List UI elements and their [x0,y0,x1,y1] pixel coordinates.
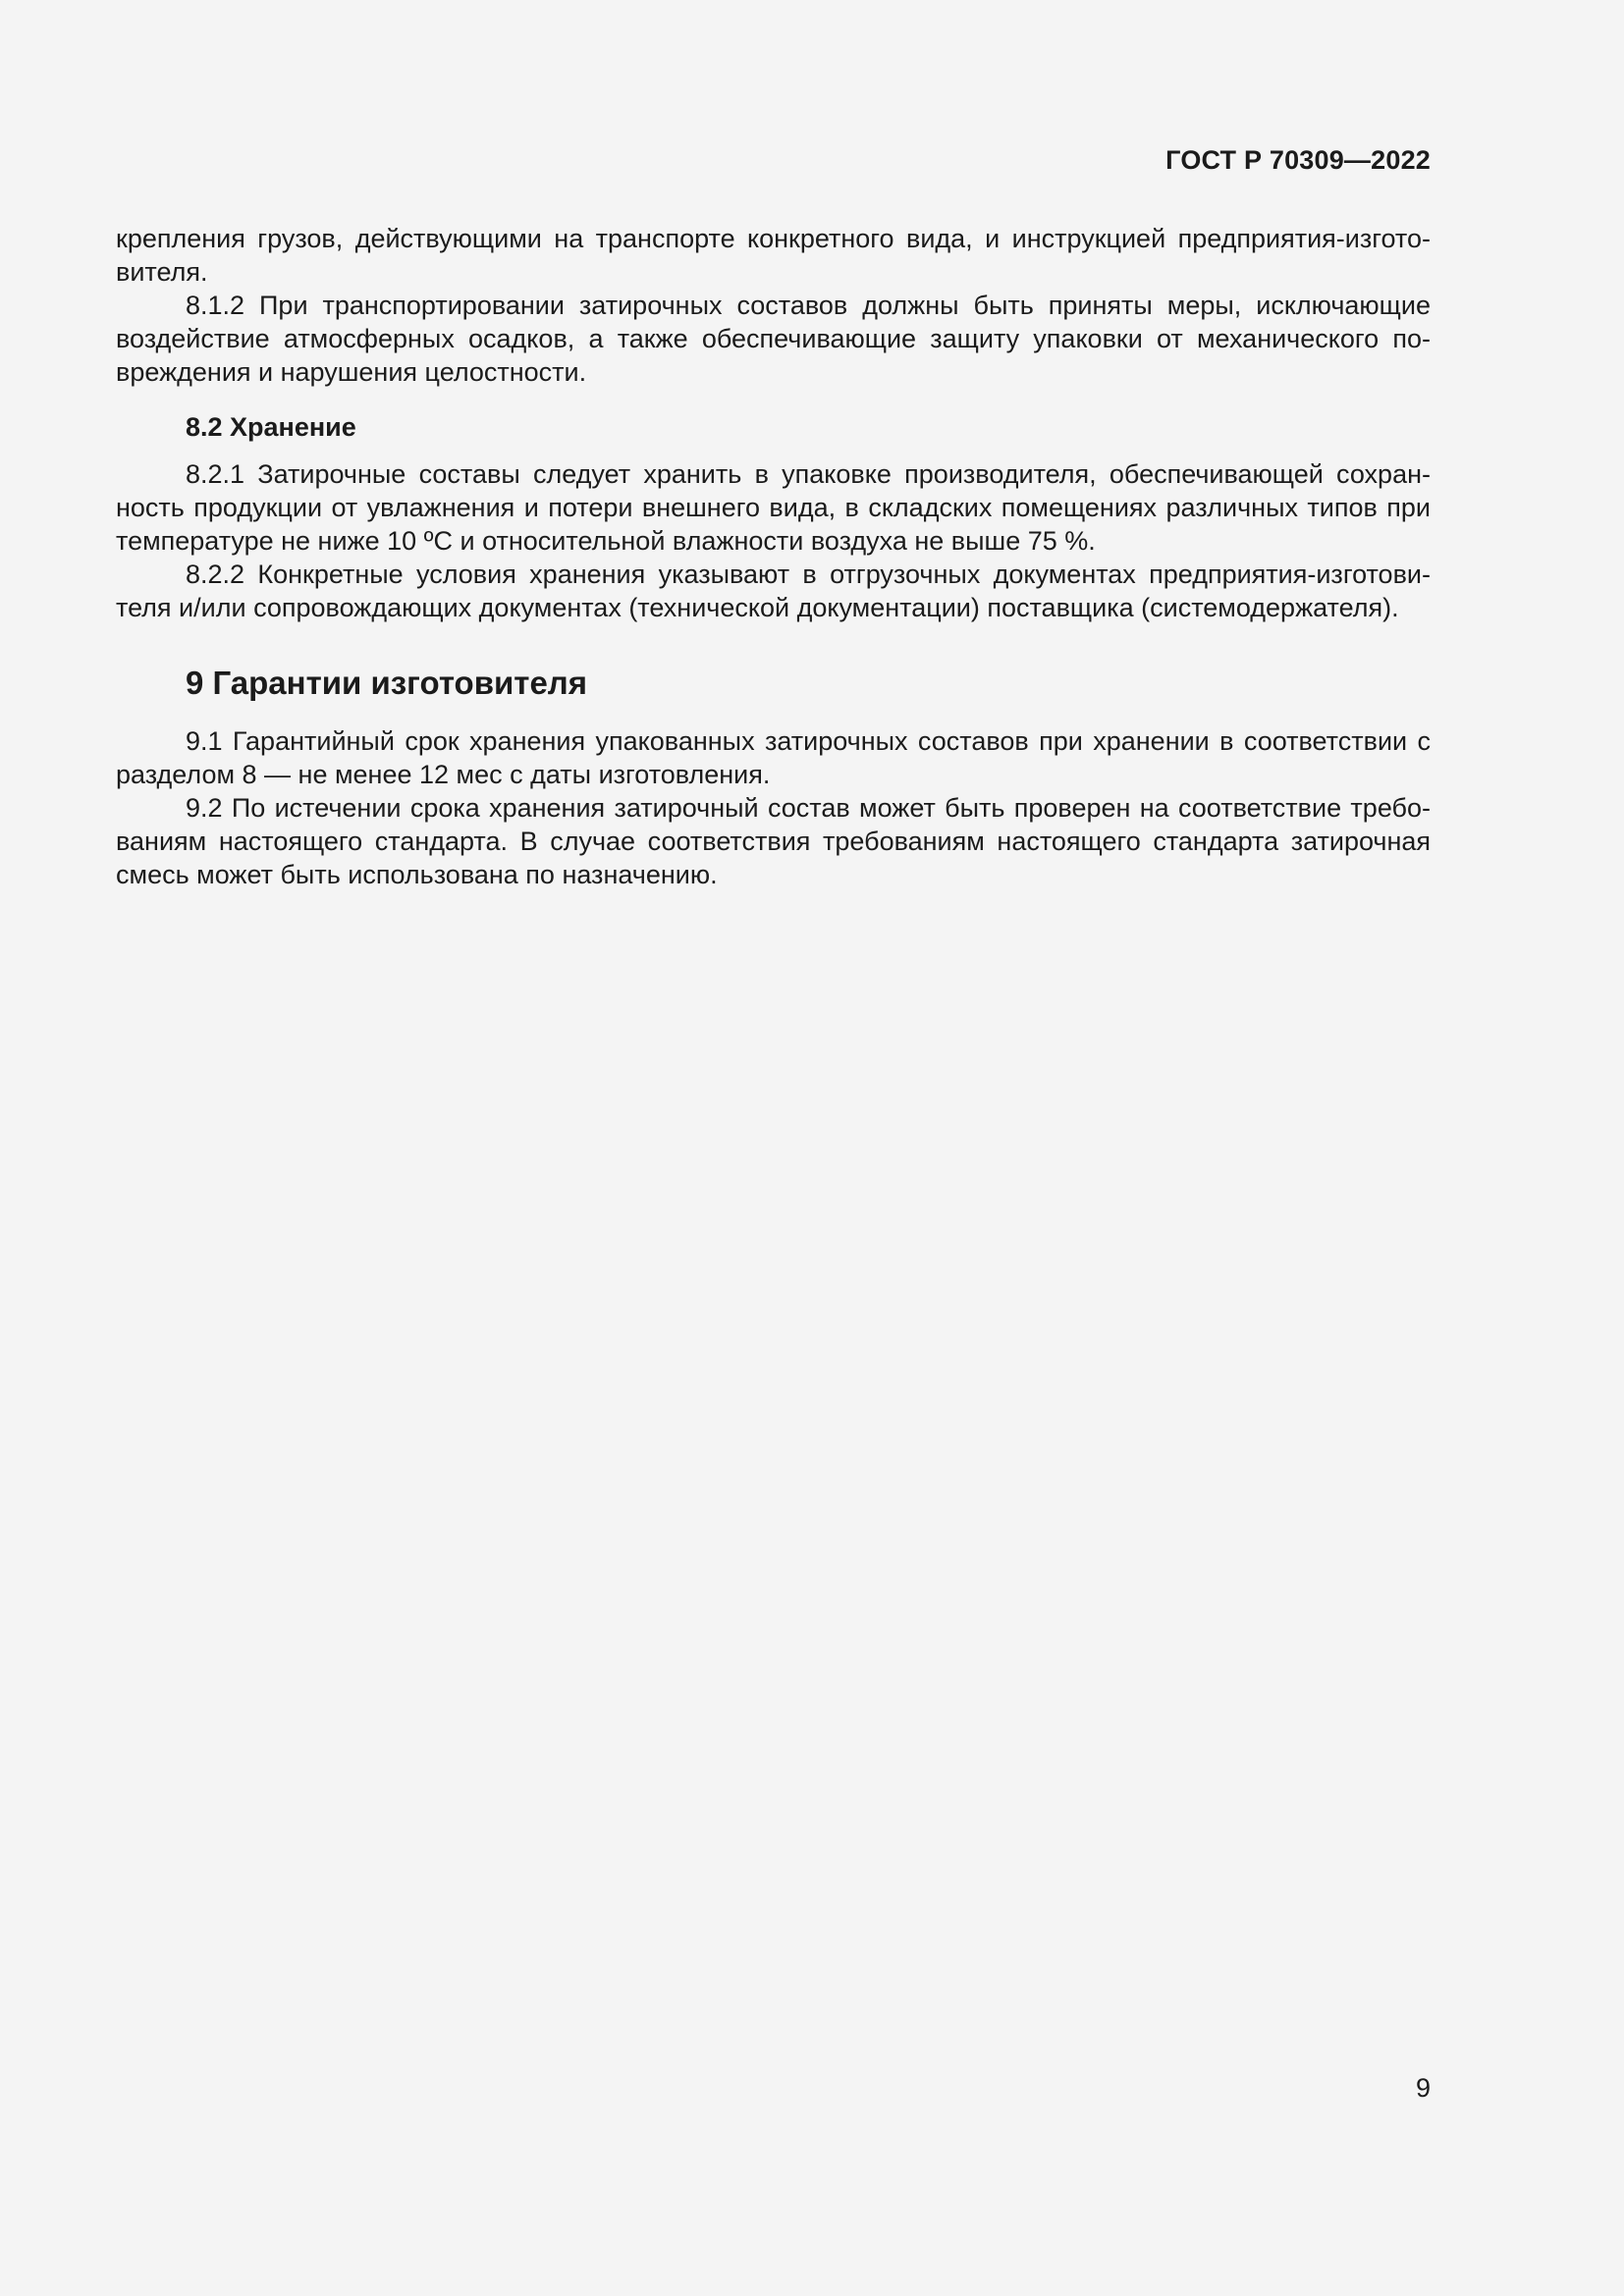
page-number: 9 [1415,2073,1431,2103]
paragraph-9-1: 9.1 Гарантийный срок хранения упакованных затирочных составов при хранении в соответствии с разделом 8 — не менее 12 мес с даты изготовления. [116,726,1431,789]
subsection-heading-8-2: 8.2 Хранение [186,412,356,442]
paragraph-8-1-2: 8.1.2 При транспортировании затирочных составов должны быть приняты меры, исключающие воздействие атмосферных осадков, а также обеспечивающие защиту упаковки от механического по-вреждения и нарушения целостности. [116,291,1431,387]
paragraph-8-2-2: 8.2.2 Конкретные условия хранения указывают в отгрузочных документах предприятия-изготови-теля и/или сопровождающих документах (технической документации) поставщика (системодержателя). [116,560,1431,622]
section-heading-9: 9 Гарантии изготовителя [186,665,588,701]
paragraph-9-2: 9.2 По истечении срока хранения затирочный состав может быть проверен на соответствие требо-ваниям настоящего стандарта. В случае соответствия требованиям настоящего стандарта затирочная смесь может быть использована по назначению. [116,793,1431,889]
paragraph-continuation: крепления грузов, действующими на транспорте конкретного вида, и инструкцией предприятия-изгото-вителя. [116,224,1431,287]
document-body [116,222,1431,891]
paragraph-8-2-1: 8.2.1 Затирочные составы следует хранить в упаковке производителя, обеспечивающей сохран-ность продукции от увлажнения и потери внешнего вида, в складских помещениях различных типов при температуре не ниже 10 ºС и относительной влажности воздуха не выше 75 %. [116,459,1431,556]
document-header-id: ГОСТ Р 70309—2022 [1165,145,1431,175]
